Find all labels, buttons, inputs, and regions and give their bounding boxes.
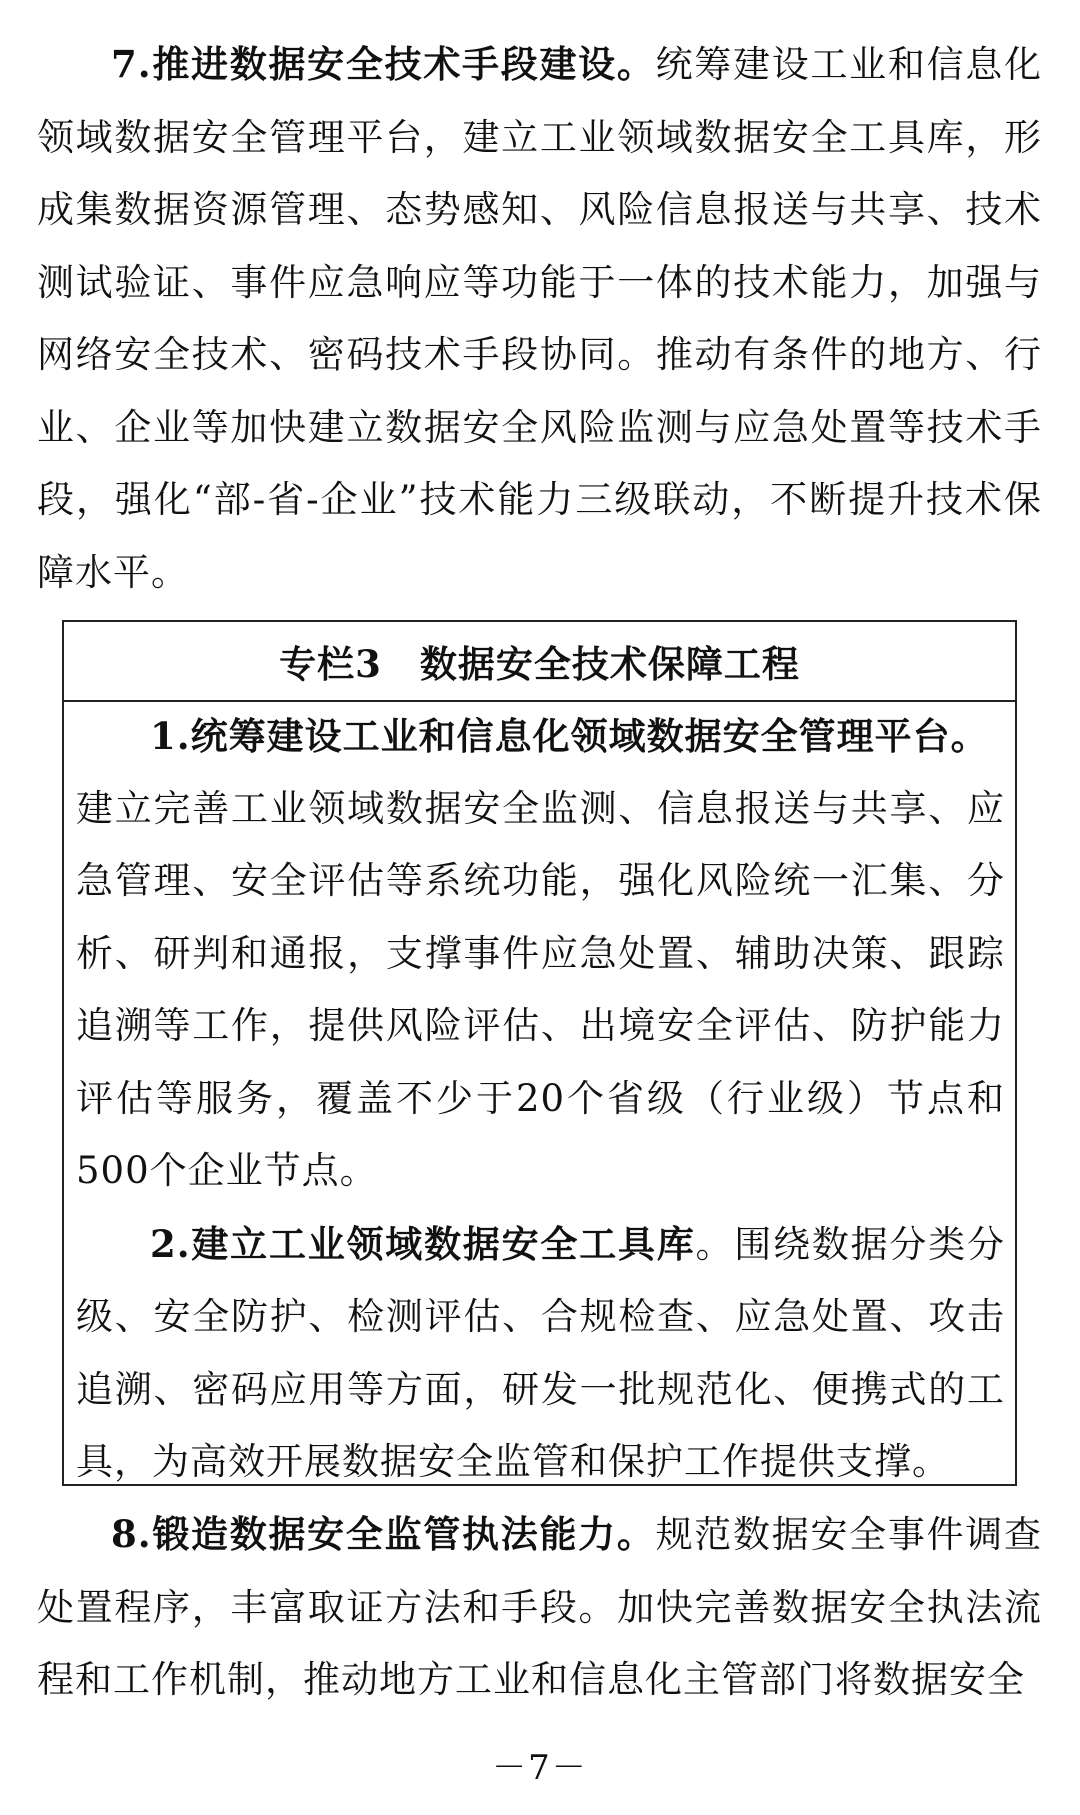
box-item-2: [76, 1208, 1005, 1499]
box-item-1-title: 1.统筹建设工业和信息化领域数据安全管理平台。: [150, 714, 989, 758]
section-7-paragraph: [37, 28, 1042, 609]
page-number: －7－: [492, 1748, 588, 1788]
column-box-3: [62, 620, 1017, 1486]
section-8-body: 规范数据安全事件调查处置程序，丰富取证方法和手段。加快完善数据安全执法流程和工作机制，推动地方工业和信息化主管部门将数据安全: [37, 1513, 1042, 1701]
box-item-2-body: 。围绕数据分类分级、安全防护、检测评估、合规检查、应急处置、攻击追溯、密码应用等方面，研发一批规范化、便携式的工具，为高效开展数据安全监管和保护工作提供支撑。: [76, 1222, 1005, 1483]
column-box-title: 专栏3 数据安全技术保障工程: [64, 622, 1015, 702]
box-item-1-body: 建立完善工业领域数据安全监测、信息报送与共享、应急管理、安全评估等系统功能，强化风险统一汇集、分析、研判和通报，支撑事件应急处置、辅助决策、跟踪追溯等工作，提供风险评估、出境安全评估、防护能力评估等服务，覆盖不少于20个省级（行业级）节点和500个企业节点。: [76, 786, 1005, 1192]
column-box-body: [76, 700, 1005, 1499]
box-item-2-heading: 2.建立工业领域数据安全工具库: [150, 1221, 696, 1266]
section-8-heading: 8.锻造数据安全监管执法能力。: [111, 1512, 656, 1556]
section-7-body: 统筹建设工业和信息化领域数据安全管理平台，建立工业领域数据安全工具库，形成集数据资源管理、态势感知、风险信息报送与共享、技术测试验证、事件应急响应等功能于一体的技术能力，加强与网络安全技术、密码技术手段协同。推动有条件的地方、行业、企业等加快建立数据安全风险监测与应急处置等技术手段，强化“部-省-企业”技术能力三级联动，不断提升技术保障水平。: [37, 43, 1042, 594]
section-8-paragraph: [37, 1498, 1042, 1717]
section-7-heading: 7.推进数据安全技术手段建设。: [111, 42, 656, 86]
